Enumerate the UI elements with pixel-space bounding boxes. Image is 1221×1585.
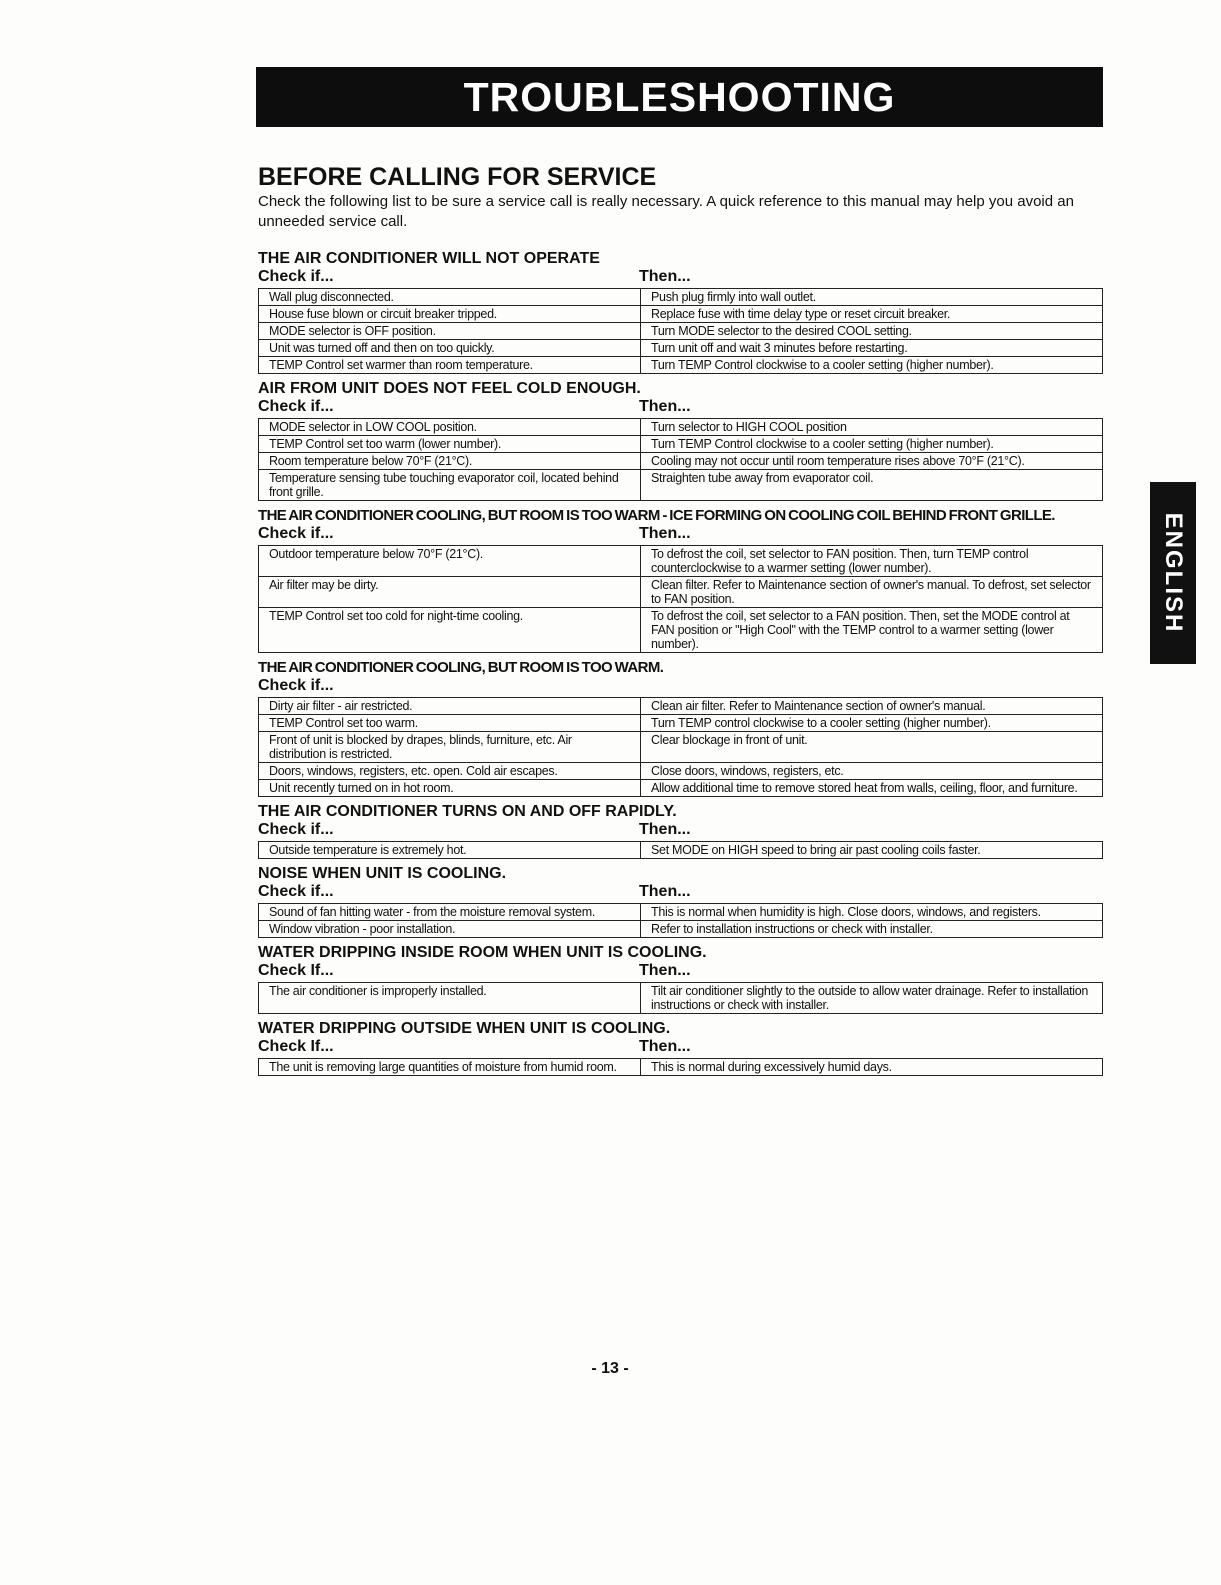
column-headers [258, 398, 1103, 416]
then-cell: Turn TEMP Control clockwise to a cooler setting (higher number). [641, 357, 1103, 374]
check-cell: TEMP Control set too warm (lower number). [259, 436, 641, 453]
then-header: Then... [639, 821, 691, 838]
troubleshooting-sections [258, 250, 1103, 1076]
column-headers [258, 268, 1103, 286]
table-row [259, 983, 1103, 1014]
then-cell: This is normal during excessively humid days. [641, 1059, 1103, 1076]
check-cell: The air conditioner is improperly installed. [259, 983, 641, 1014]
section-title: THE AIR CONDITIONER COOLING, BUT ROOM IS TOO WARM. [258, 659, 664, 676]
column-headers [258, 677, 1103, 695]
main-title: BEFORE CALLING FOR SERVICE [258, 163, 657, 191]
troubleshooting-section [258, 1020, 1103, 1076]
language-tab [1150, 482, 1196, 664]
column-headers [258, 1038, 1103, 1056]
check-cell: Window vibration - poor installation. [259, 921, 641, 938]
check-cell: Front of unit is blocked by drapes, blinds, furniture, etc. Air distribution is restricted. [259, 732, 641, 763]
check-cell: Doors, windows, registers, etc. open. Cold air escapes. [259, 763, 641, 780]
table-row [259, 780, 1103, 797]
then-cell: Clear blockage in front of unit. [641, 732, 1103, 763]
troubleshooting-table [258, 288, 1103, 374]
then-cell: To defrost the coil, set selector to a FAN position. Then, set the MODE control at FAN position or "High Cool" with the TEMP control to a warmer setting (lower number). [641, 608, 1103, 653]
then-cell: Close doors, windows, registers, etc. [641, 763, 1103, 780]
then-cell: Turn TEMP control clockwise to a cooler setting (higher number). [641, 715, 1103, 732]
then-cell: Turn selector to HIGH COOL position [641, 419, 1103, 436]
intro-text: Check the following list to be sure a service call is really necessary. A quick reference to this manual may help you avoid an unneeded service call. [258, 193, 1074, 230]
then-cell: Allow additional time to remove stored heat from walls, ceiling, floor, and furniture. [641, 780, 1103, 797]
check-cell: MODE selector is OFF position. [259, 323, 641, 340]
check-cell: Outdoor temperature below 70°F (21°C). [259, 546, 641, 577]
troubleshooting-section [258, 803, 1103, 859]
then-cell: Turn unit off and wait 3 minutes before restarting. [641, 340, 1103, 357]
column-headers [258, 962, 1103, 980]
then-cell: Clean air filter. Refer to Maintenance section of owner's manual. [641, 698, 1103, 715]
table-row [259, 289, 1103, 306]
table-row [259, 340, 1103, 357]
troubleshooting-section [258, 659, 1103, 797]
table-row [259, 436, 1103, 453]
then-cell: This is normal when humidity is high. Close doors, windows, and registers. [641, 904, 1103, 921]
check-cell: House fuse blown or circuit breaker tripped. [259, 306, 641, 323]
troubleshooting-section [258, 380, 1103, 501]
check-cell: Dirty air filter - air restricted. [259, 698, 641, 715]
troubleshooting-table [258, 841, 1103, 859]
check-cell: Unit recently turned on in hot room. [259, 780, 641, 797]
then-cell: Tilt air conditioner slightly to the outside to allow water drainage. Refer to installation instructions or check with installer. [641, 983, 1103, 1014]
table-row [259, 715, 1103, 732]
section-title: WATER DRIPPING INSIDE ROOM WHEN UNIT IS COOLING. [258, 944, 707, 961]
check-cell: Temperature sensing tube touching evaporator coil, located behind front grille. [259, 470, 641, 501]
page-number: - 13 - [591, 1360, 629, 1377]
table-row [259, 419, 1103, 436]
troubleshooting-table [258, 903, 1103, 938]
table-row [259, 357, 1103, 374]
check-header: Check If... [258, 962, 334, 979]
then-header: Then... [639, 883, 691, 900]
check-cell: Room temperature below 70°F (21°C). [259, 453, 641, 470]
check-header: Check if... [258, 268, 334, 285]
then-cell: Replace fuse with time delay type or reset circuit breaker. [641, 306, 1103, 323]
check-header: Check if... [258, 398, 334, 415]
check-cell: Air filter may be dirty. [259, 577, 641, 608]
check-cell: Outside temperature is extremely hot. [259, 842, 641, 859]
troubleshooting-section [258, 250, 1103, 374]
check-cell: Sound of fan hitting water - from the moisture removal system. [259, 904, 641, 921]
content [258, 162, 1103, 1082]
check-cell: TEMP Control set too cold for night-time cooling. [259, 608, 641, 653]
then-cell: To defrost the coil, set selector to FAN position. Then, turn TEMP control counterclockwise to a warmer setting (lower number). [641, 546, 1103, 577]
section-title: WATER DRIPPING OUTSIDE WHEN UNIT IS COOLING. [258, 1020, 671, 1037]
check-cell: TEMP Control set too warm. [259, 715, 641, 732]
troubleshooting-table [258, 697, 1103, 797]
table-row [259, 1059, 1103, 1076]
table-row [259, 608, 1103, 653]
then-cell: Set MODE on HIGH speed to bring air past cooling coils faster. [641, 842, 1103, 859]
troubleshooting-table [258, 418, 1103, 501]
language-tab-label: ENGLISH [1160, 512, 1187, 634]
table-row [259, 698, 1103, 715]
check-cell: MODE selector in LOW COOL position. [259, 419, 641, 436]
section-title: THE AIR CONDITIONER TURNS ON AND OFF RAPIDLY. [258, 803, 677, 820]
check-cell: Unit was turned off and then on too quickly. [259, 340, 641, 357]
check-cell: Wall plug disconnected. [259, 289, 641, 306]
table-row [259, 732, 1103, 763]
then-cell: Refer to installation instructions or check with installer. [641, 921, 1103, 938]
column-headers [258, 525, 1103, 543]
then-cell: Push plug firmly into wall outlet. [641, 289, 1103, 306]
section-title: THE AIR CONDITIONER WILL NOT OPERATE [258, 250, 600, 267]
check-header: Check if... [258, 821, 334, 838]
troubleshooting-table [258, 545, 1103, 653]
troubleshooting-section [258, 944, 1103, 1014]
check-header: Check if... [258, 677, 334, 694]
table-row [259, 323, 1103, 340]
section-title: THE AIR CONDITIONER COOLING, BUT ROOM IS TOO WARM - ICE FORMING ON COOLING COIL BEHIND FRONT GRILLE. [258, 507, 1055, 524]
then-cell: Straighten tube away from evaporator coil. [641, 470, 1103, 501]
check-header: Check if... [258, 525, 334, 542]
table-row [259, 842, 1103, 859]
check-header: Check If... [258, 1038, 334, 1055]
then-header: Then... [639, 398, 691, 415]
check-header: Check if... [258, 883, 334, 900]
section-title: NOISE WHEN UNIT IS COOLING. [258, 865, 507, 882]
troubleshooting-table [258, 982, 1103, 1014]
then-cell: Turn TEMP Control clockwise to a cooler setting (higher number). [641, 436, 1103, 453]
table-row [259, 921, 1103, 938]
troubleshooting-section [258, 507, 1103, 653]
troubleshooting-section [258, 865, 1103, 938]
page-banner: TROUBLESHOOTING [256, 67, 1103, 127]
table-row [259, 453, 1103, 470]
table-row [259, 904, 1103, 921]
table-row [259, 577, 1103, 608]
then-header: Then... [639, 268, 691, 285]
table-row [259, 470, 1103, 501]
table-row [259, 306, 1103, 323]
table-row [259, 546, 1103, 577]
then-header: Then... [639, 962, 691, 979]
then-cell: Cooling may not occur until room temperature rises above 70°F (21°C). [641, 453, 1103, 470]
column-headers [258, 883, 1103, 901]
then-header: Then... [639, 1038, 691, 1055]
column-headers [258, 821, 1103, 839]
table-row [259, 763, 1103, 780]
troubleshooting-table [258, 1058, 1103, 1076]
then-cell: Turn MODE selector to the desired COOL setting. [641, 323, 1103, 340]
section-title: AIR FROM UNIT DOES NOT FEEL COLD ENOUGH. [258, 380, 641, 397]
check-cell: TEMP Control set warmer than room temperature. [259, 357, 641, 374]
then-header: Then... [639, 525, 691, 542]
check-cell: The unit is removing large quantities of moisture from humid room. [259, 1059, 641, 1076]
then-cell: Clean filter. Refer to Maintenance section of owner's manual. To defrost, set selector to FAN position. [641, 577, 1103, 608]
